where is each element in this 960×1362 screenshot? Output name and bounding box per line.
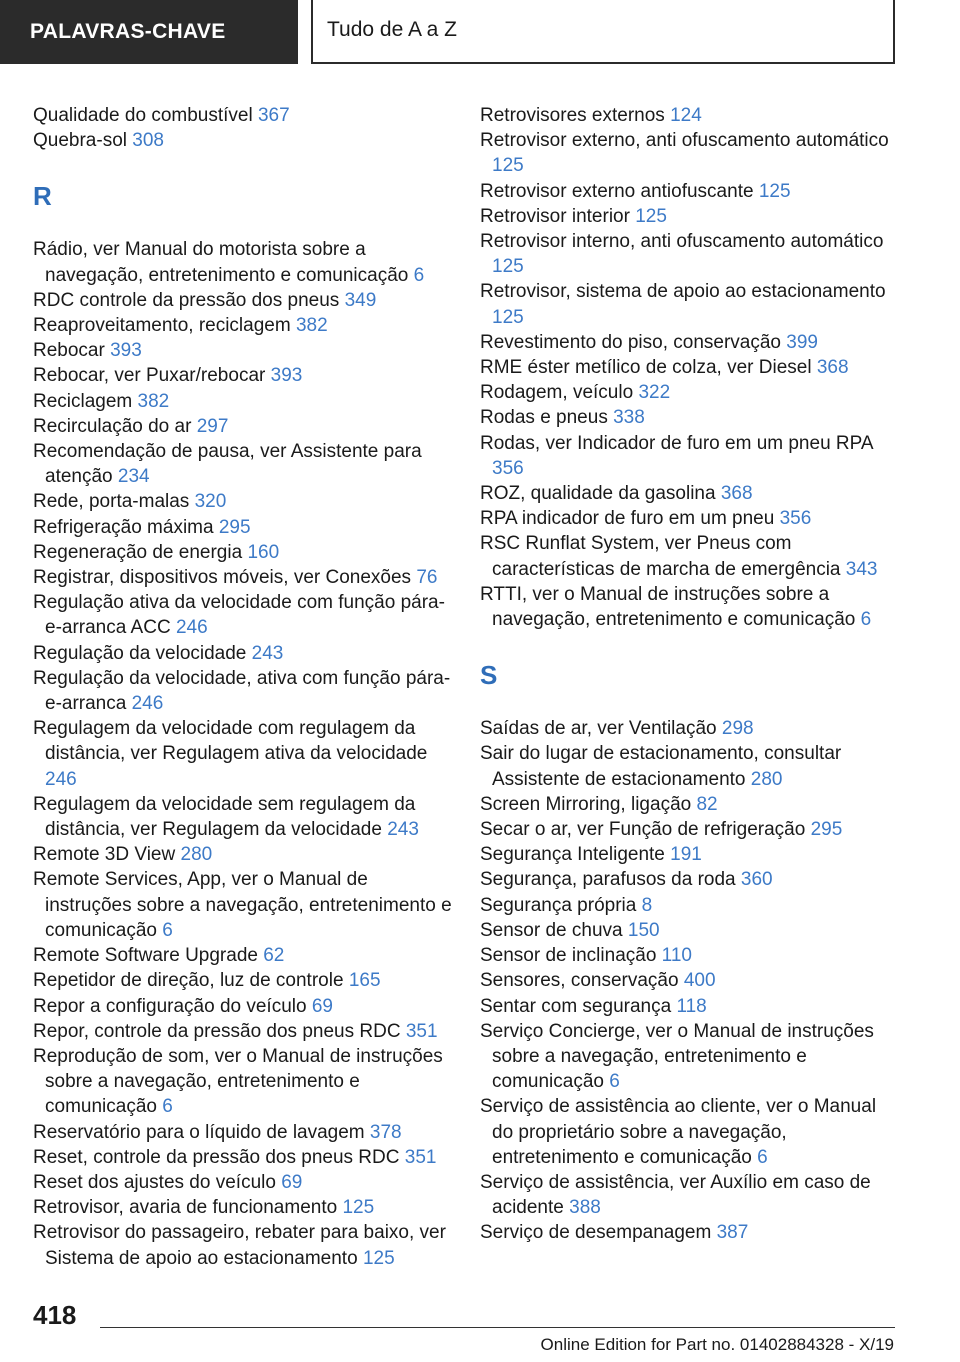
- index-entry-term: Serviço Concierge, ver o Manual de instruções sobre a navegação, entretenimento e comunicação: [480, 1020, 874, 1093]
- index-entry-term: Sair do lugar de estacionamento, consultar Assistente de estacionamento: [480, 743, 842, 790]
- index-page-link[interactable]: 351: [405, 1020, 438, 1042]
- page-header: [0, 0, 960, 66]
- footer-rule: [100, 1327, 895, 1328]
- index-entry-term: Retrovisor, sistema de apoio ao estacionamento: [480, 281, 886, 303]
- index-page-link[interactable]: 356: [779, 508, 812, 530]
- index-entry: [480, 380, 900, 405]
- index-entry: [480, 1019, 900, 1095]
- index-entry: [480, 741, 900, 791]
- footer-edition-text: Online Edition for Part no. 01402884328 - X/19: [540, 1335, 894, 1354]
- index-page-link[interactable]: 125: [342, 1197, 375, 1219]
- index-entry: [480, 817, 900, 842]
- index-entry-term: Rodas e pneus: [480, 407, 608, 429]
- index-page-link[interactable]: 393: [270, 365, 303, 387]
- index-page-link[interactable]: 62: [263, 945, 285, 967]
- index-page-link[interactable]: 295: [218, 516, 251, 538]
- section-tab[interactable]: PALAVRAS-CHAVE: [0, 0, 298, 64]
- index-entry: [33, 1120, 453, 1145]
- index-entry-term: Retrovisor do passageiro, rebater para baixo, ver Sistema de apoio ao estacionamento: [33, 1222, 446, 1269]
- index-page-link[interactable]: 150: [627, 919, 660, 941]
- index-page-link[interactable]: 297: [196, 415, 229, 437]
- index-entry: [33, 389, 453, 414]
- index-entry: [480, 179, 900, 204]
- index-page-link[interactable]: 6: [162, 1096, 173, 1118]
- index-entry: [33, 943, 453, 968]
- index-page-link[interactable]: 118: [676, 995, 707, 1017]
- index-page-link[interactable]: 6: [757, 1146, 768, 1168]
- index-page-link[interactable]: 165: [348, 970, 381, 992]
- index-page-link[interactable]: 295: [810, 819, 843, 841]
- index-entry: [33, 1195, 453, 1220]
- index-page-link[interactable]: 8: [641, 894, 653, 916]
- index-entry-term: Regulação ativa da velocidade com função pára-e-arranca ACC: [33, 592, 445, 639]
- index-entry: [33, 1220, 453, 1270]
- index-entry-term: Secar o ar, ver Função de refrigeração: [480, 819, 806, 841]
- index-page-link[interactable]: 234: [117, 466, 150, 488]
- index-entry: [33, 1044, 453, 1120]
- index-page-link[interactable]: 280: [750, 768, 783, 790]
- index-entry: [480, 128, 900, 178]
- index-letter-heading: R: [33, 181, 52, 212]
- index-entry-term: Rodagem, veículo: [480, 382, 634, 404]
- index-entry-term: Reset dos ajustes do veículo: [33, 1171, 276, 1193]
- index-page-link[interactable]: 280: [180, 844, 213, 866]
- index-entry-term: Sensor de chuva: [480, 919, 623, 941]
- index-entry-term: Rádio, ver Manual do motorista sobre a navegação, entretenimento e comunicação: [33, 239, 409, 286]
- index-entry: [33, 515, 453, 540]
- index-page-link[interactable]: 125: [492, 155, 524, 177]
- index-page-link[interactable]: 349: [344, 289, 377, 311]
- index-page-link[interactable]: 191: [670, 844, 702, 866]
- index-entry: [480, 405, 900, 430]
- index-page-link[interactable]: 243: [387, 819, 419, 841]
- index-page-link[interactable]: 360: [740, 869, 773, 891]
- index-entry-term: Regulação da velocidade, ativa com função pára-e-arranca: [33, 667, 451, 715]
- index-column-right: [480, 103, 900, 1246]
- index-page-link[interactable]: 160: [247, 541, 280, 563]
- index-entry: [480, 1220, 900, 1245]
- index-entry: [33, 968, 453, 993]
- index-page-link[interactable]: 125: [492, 256, 524, 278]
- index-entry: [33, 1019, 453, 1044]
- index-page-link[interactable]: 387: [716, 1222, 749, 1244]
- index-entry: [480, 279, 900, 329]
- index-page-link[interactable]: 82: [696, 793, 718, 815]
- index-page-link[interactable]: 76: [416, 567, 438, 589]
- index-entry-term: Segurança, parafusos da roda: [480, 869, 736, 891]
- index-entry: [480, 867, 900, 892]
- index-page-link[interactable]: 338: [613, 407, 645, 429]
- index-entry: [480, 229, 900, 279]
- index-entry-term: Recirculação do ar: [33, 415, 192, 437]
- index-entry-term: Reaproveitamento, reciclagem: [33, 315, 291, 337]
- index-entry-term: Retrovisor interior: [480, 205, 630, 227]
- index-page-link[interactable]: 388: [569, 1197, 601, 1219]
- index-entry-term: Recomendação de pausa, ver Assistente para atenção: [33, 441, 422, 488]
- index-page-link[interactable]: 6: [609, 1071, 620, 1093]
- index-page-link[interactable]: 382: [295, 315, 328, 337]
- index-entry-term: Rede, porta-malas: [33, 491, 190, 513]
- index-entry-term: ROZ, qualidade da gasolina: [480, 483, 716, 505]
- subsection-tab[interactable]: Tudo de A a Z: [311, 0, 895, 64]
- index-page-link[interactable]: 393: [110, 340, 142, 362]
- index-entry-term: Remote Software Upgrade: [33, 945, 258, 967]
- index-entry-term: Repor, controle da pressão dos pneus RDC: [33, 1020, 401, 1042]
- index-entry-term: Retrovisores externos: [480, 105, 665, 126]
- index-page-link[interactable]: 322: [638, 382, 671, 404]
- index-page-link[interactable]: 368: [816, 357, 849, 379]
- index-entry-term: Qualidade do combustível: [33, 105, 253, 126]
- index-entry: [33, 716, 453, 792]
- index-entry-term: Repor a configuração do veículo: [33, 995, 307, 1017]
- index-page-link[interactable]: 382: [137, 390, 170, 412]
- index-entry-term: Serviço de assistência, ver Auxílio em caso de acidente: [480, 1171, 871, 1219]
- index-page-link[interactable]: 125: [758, 180, 791, 202]
- index-entry: [33, 590, 453, 640]
- index-entry-term: Repetidor de direção, luz de controle: [33, 970, 344, 992]
- index-entry: [33, 1170, 453, 1195]
- index-page-link[interactable]: 69: [281, 1171, 303, 1193]
- index-entry: [480, 968, 900, 993]
- index-entry-term: Retrovisor externo, anti ofuscamento automático: [480, 130, 889, 152]
- index-page-link[interactable]: 125: [492, 306, 524, 328]
- index-entry: [480, 918, 900, 943]
- index-entry-term: Remote Services, App, ver o Manual de instruções sobre a navegação, entretenimento e comunicação: [33, 869, 452, 941]
- index-entry: [480, 582, 900, 632]
- index-entry-term: Regulagem da velocidade com regulagem da distância, ver Regulagem ativa da velocidade: [33, 718, 428, 765]
- index-entry: [480, 1094, 900, 1170]
- index-entry-term: Saídas de ar, ver Ventilação: [480, 718, 717, 740]
- index-page-link[interactable]: 400: [683, 970, 716, 992]
- index-entry-term: RSC Runflat System, ver Pneus com características de marcha de emergência: [480, 533, 841, 580]
- index-entry: [480, 893, 900, 918]
- index-entry-term: Regulagem da velocidade sem regulagem da distância, ver Regulagem da velocidade: [33, 793, 416, 841]
- index-entry: [33, 103, 453, 128]
- index-letter-heading: S: [480, 660, 498, 691]
- index-entry-term: Remote 3D View: [33, 844, 176, 866]
- index-page-link[interactable]: 351: [404, 1146, 437, 1168]
- index-entry: [480, 792, 900, 817]
- index-entry-term: RDC controle da pressão dos pneus: [33, 289, 340, 311]
- index-entry-term: Rodas, ver Indicador de furo em um pneu RPA: [480, 432, 873, 454]
- index-entry: [480, 355, 900, 380]
- index-page-link[interactable]: 308: [132, 130, 164, 152]
- index-entry: [33, 867, 453, 943]
- index-entry-term: Segurança Inteligente: [480, 844, 665, 866]
- index-entry: [480, 531, 900, 581]
- index-page-link[interactable]: 6: [860, 609, 872, 631]
- index-page-link[interactable]: 298: [721, 718, 754, 740]
- index-page-link[interactable]: 124: [670, 105, 702, 126]
- index-entry-term: Retrovisor, avaria de funcionamento: [33, 1197, 338, 1219]
- index-page-link[interactable]: 110: [661, 945, 692, 967]
- index-entry-term: Retrovisor externo antiofuscante: [480, 180, 754, 202]
- index-entry: [33, 414, 453, 439]
- index-page-link[interactable]: 356: [492, 457, 524, 479]
- index-entry-term: RTTI, ver o Manual de instruções sobre a navegação, entretenimento e comunicação: [480, 583, 856, 631]
- index-entry-term: Registrar, dispositivos móveis, ver Conexões: [33, 567, 412, 589]
- index-entry-term: Regulação da velocidade: [33, 642, 247, 664]
- index-entry: [33, 842, 453, 867]
- index-entry-term: Reciclagem: [33, 390, 133, 412]
- index-entry: [480, 842, 900, 867]
- index-page-link[interactable]: 125: [362, 1247, 395, 1269]
- index-entry: [33, 237, 453, 287]
- index-entry-term: Reset, controle da pressão dos pneus RDC: [33, 1146, 400, 1168]
- index-page-link[interactable]: 69: [311, 995, 333, 1017]
- index-entry: [33, 540, 453, 565]
- index-page-link[interactable]: 246: [45, 768, 77, 790]
- index-page-link[interactable]: 243: [251, 642, 284, 664]
- index-page-link[interactable]: 246: [175, 617, 208, 639]
- index-page-link[interactable]: 343: [845, 558, 878, 580]
- index-entry: [33, 1145, 453, 1170]
- index-entry: [33, 128, 453, 153]
- index-entry: [480, 204, 900, 229]
- index-entry: [33, 288, 453, 313]
- index-entry: [480, 994, 900, 1019]
- index-entry-term: Sentar com segurança: [480, 995, 672, 1017]
- index-entry-term: Sensor de inclinação: [480, 945, 657, 967]
- index-entry-term: Rebocar, ver Puxar/rebocar: [33, 365, 266, 387]
- index-entry: [480, 330, 900, 355]
- page-number: 418: [33, 1300, 77, 1330]
- index-entry: [33, 439, 453, 489]
- index-entry: [480, 506, 900, 531]
- index-page-link[interactable]: 246: [131, 693, 164, 715]
- index-page-link[interactable]: 6: [162, 919, 173, 941]
- index-page-link[interactable]: 368: [720, 483, 753, 505]
- index-entry: [33, 666, 453, 716]
- index-entry-term: Rebocar: [33, 340, 105, 362]
- index-page-link[interactable]: 399: [786, 331, 818, 353]
- index-entry: [33, 363, 453, 388]
- index-entry-term: Screen Mirroring, ligação: [480, 793, 692, 815]
- index-entry: [33, 489, 453, 514]
- index-entry-term: Reprodução de som, ver o Manual de instruções sobre a navegação, entretenimento e comunicação: [33, 1045, 443, 1118]
- index-page-link[interactable]: 6: [413, 264, 425, 286]
- index-entry: [480, 431, 900, 481]
- index-page-link[interactable]: 320: [194, 491, 227, 513]
- index-entry: [480, 1170, 900, 1220]
- index-entry-term: Serviço de desempanagem: [480, 1222, 712, 1244]
- index-entry: [480, 481, 900, 506]
- index-entry: [480, 943, 900, 968]
- index-entry-term: Serviço de assistência ao cliente, ver o Manual do proprietário sobre a navegação, entretenimento e comunicação: [480, 1096, 877, 1168]
- index-entry-term: Refrigeração máxima: [33, 516, 214, 538]
- index-entry-term: Segurança própria: [480, 894, 637, 916]
- index-entry: [33, 565, 453, 590]
- index-entry: [480, 103, 900, 128]
- index-entry-term: Regeneração de energia: [33, 541, 243, 563]
- index-entry-term: RPA indicador de furo em um pneu: [480, 508, 775, 530]
- index-entry: [33, 338, 453, 363]
- index-entry: [33, 641, 453, 666]
- index-entry-term: Retrovisor interno, anti ofuscamento automático: [480, 231, 884, 253]
- index-entry: [33, 994, 453, 1019]
- index-entry-term: RME éster metílico de colza, ver Diesel: [480, 357, 812, 379]
- index-page-link[interactable]: 125: [635, 205, 667, 227]
- index-page-link[interactable]: 378: [369, 1121, 402, 1143]
- index-column-left: [33, 103, 453, 1271]
- index-entry-term: Sensores, conservação: [480, 970, 679, 992]
- index-entry-term: Reservatório para o líquido de lavagem: [33, 1121, 365, 1143]
- index-entry: [33, 313, 453, 338]
- index-entry-term: Quebra-sol: [33, 130, 127, 152]
- index-entry-term: Revestimento do piso, conservação: [480, 331, 781, 353]
- index-entry: [480, 716, 900, 741]
- index-entry: [33, 792, 453, 842]
- index-page-link[interactable]: 367: [257, 105, 290, 126]
